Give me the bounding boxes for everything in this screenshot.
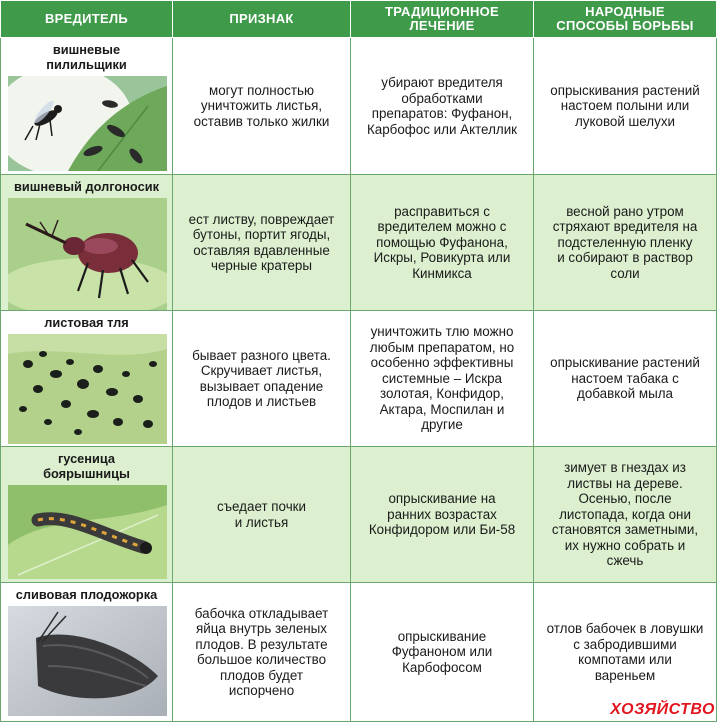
weevil-photo [8,198,167,310]
pest-cell [1,447,173,583]
treatment-cell: опрыскивание Фуфаноном или Карбофосом [351,583,534,722]
pest-cell [1,175,173,311]
header-folk: НАРОДНЫЕ СПОСОБЫ БОРЬБЫ [534,1,717,38]
symptom-cell: могут полностью уничтожить листья, оставив только жилки [173,38,351,175]
pest-cell [1,38,173,175]
sawfly-photo [8,76,167,171]
brand-logo-text: ХОЗЯЙСТВО [610,701,715,718]
treatment-cell: уничтожить тлю можно любым препаратом, но особенно эффективны системные – Искра золотая, Конфидор, Актара, Моспилан и другие [351,311,534,447]
pest-cell [1,583,173,722]
plum-moth-photo [8,606,167,716]
header-treatment: ТРАДИЦИОННОЕ ЛЕЧЕНИЕ [351,1,534,38]
caterpillar-photo [8,485,167,579]
pest-name: вишневые пилильщики [46,42,127,72]
symptom-cell: ест листву, повреждает бутоны, портит ягоды, оставляя вдавленные черные кратеры [173,175,351,311]
header-pest: ВРЕДИТЕЛЬ [1,1,173,38]
folk-cell: отлов бабочек в ловушки с забродившими компотами или вареньем [534,583,717,722]
folk-cell: опрыскивание растений настоем табака с добавкой мыла [534,311,717,447]
treatment-cell: расправиться с вредителем можно с помощью Фуфанона, Искры, Ровикурта или Кинмикса [351,175,534,311]
pest-name: вишневый долгоносик [14,179,159,194]
symptom-cell: бывает разного цвета. Скручивает листья, вызывает опадение плодов и листьев [173,311,351,447]
aphid-photo [8,334,167,444]
folk-cell: опрыскивания растений настоем полыни или луковой шелухи [534,38,717,175]
pest-name: гусеница боярышницы [43,451,130,481]
folk-cell: зимует в гнездах из листвы на дереве. Осенью, после листопада, когда они становятся заметными, их нужно собрать и сжечь [534,447,717,583]
table-row [1,175,717,311]
table-row [1,311,717,447]
table-header [1,1,717,38]
table-row [1,447,717,583]
treatment-cell: убирают вредителя обработками препаратов: Фуфанон, Карбофос или Актеллик [351,38,534,175]
pest-cell [1,311,173,447]
header-symptom: ПРИЗНАК [173,1,351,38]
table-row [1,38,717,175]
pest-name: листовая тля [44,315,129,330]
folk-cell: весной рано утром стряхают вредителя на подстеленную пленку и собирают в раствор соли [534,175,717,311]
symptom-cell: съедает почки и листья [173,447,351,583]
pest-name: сливовая плодожорка [15,587,158,602]
symptom-cell: бабочка откладывает яйца внутрь зеленых плодов. В результате большое количество плодов будет испорчено [173,583,351,722]
treatment-cell: опрыскивание на ранних возрастах Конфидором или Би-58 [351,447,534,583]
